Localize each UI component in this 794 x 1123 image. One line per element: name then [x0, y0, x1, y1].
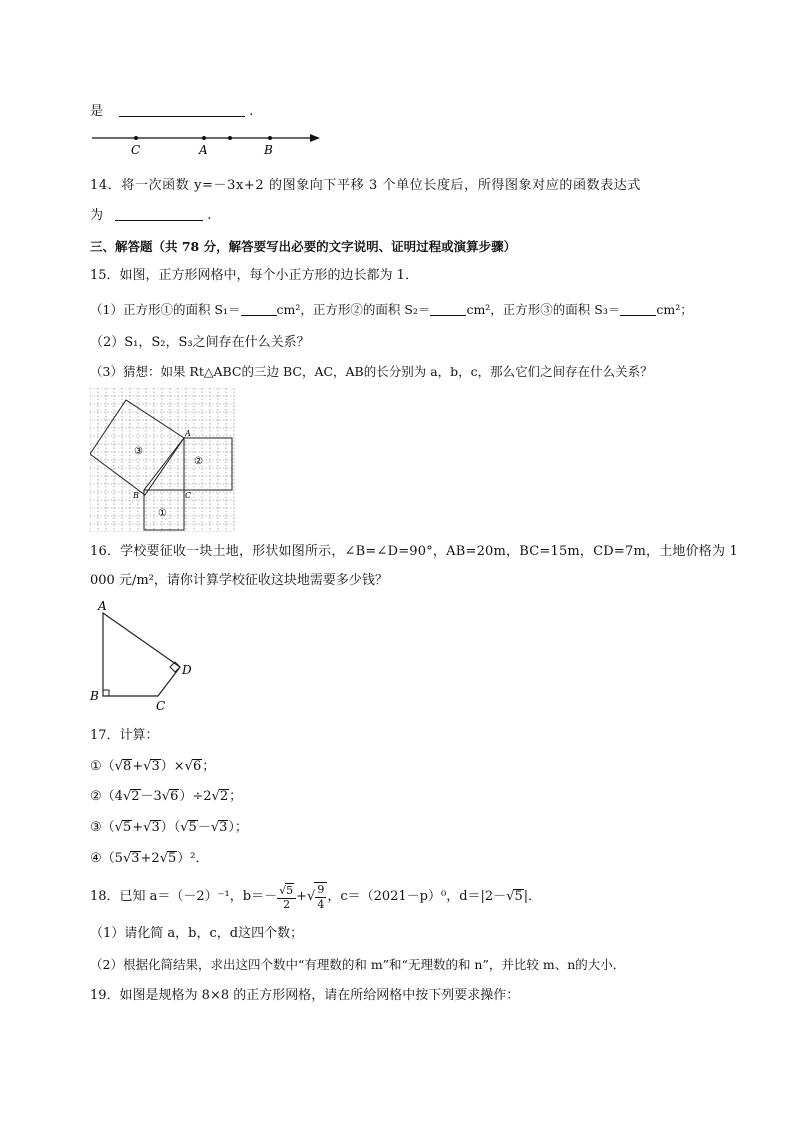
label-square-2: ②: [194, 456, 203, 467]
expr-end: ）；: [228, 820, 248, 835]
expr-part: ）×: [160, 759, 185, 774]
expr-part: （5: [101, 851, 123, 866]
q16-line2: 000 元/m²，请你计算学校征收这块地需要多少钱？: [90, 573, 388, 588]
expr-end: ；: [202, 759, 216, 774]
q13-prefix: 是: [90, 104, 104, 119]
label-c: C: [131, 143, 141, 157]
numerator: 9: [317, 882, 325, 896]
expr-part: +2: [140, 851, 160, 866]
right-angle-b: [103, 690, 109, 696]
q17-item-2: ②（4√2－3√6）÷2√2；: [90, 789, 243, 804]
item-number: ③: [90, 820, 102, 835]
section-3-title: 三、解答题（共 78 分，解答要写出必要的文字说明、证明过程或演算步骤）: [90, 239, 517, 254]
radicand: 5: [514, 889, 523, 904]
label-b: B: [90, 689, 99, 703]
item-number: ①: [90, 759, 102, 774]
fraction-sqrt5-over-2: $\frac{√5}{2}$: [277, 883, 296, 911]
q15-p1-a: （1）正方形①的面积 S₁＝: [90, 302, 241, 317]
q15-stem: 15．如图，正方形网格中，每个小正方形的边长都为 1．: [90, 268, 418, 283]
q17-stem: 17．计算：: [90, 728, 159, 743]
q18-part2: （2）根据化简结果，求出这四个数中“有理数的和 m”和“无理数的和 n”，并比较 m、n的大小．: [90, 957, 626, 972]
q13-end: .: [249, 104, 254, 119]
q14-end: .: [207, 208, 212, 223]
q19-stem: 19．如图是规格为 8×8 的正方形网格，请在所给网格中按下列要求操作：: [90, 988, 520, 1003]
q17-item-1: ①（√8+√3）×√6；: [90, 759, 216, 774]
radicand: 5: [167, 851, 177, 866]
s3-blank[interactable]: [620, 301, 656, 316]
q15-p1-c: cm²，正方形③的面积 S₃＝: [466, 302, 621, 317]
expr-part: +: [132, 820, 144, 835]
sqrt-nine-fourths: [314, 882, 327, 912]
q13-answer-line: [90, 102, 253, 122]
expr-part: －3: [140, 789, 162, 804]
label-b: B: [264, 143, 273, 157]
radicand: 5: [188, 820, 197, 835]
expr-part: ）（: [160, 820, 181, 835]
denominator: 2: [283, 897, 291, 911]
label-vertex-c: C: [185, 491, 192, 500]
label-vertex-a: A: [185, 429, 191, 438]
label-c: C: [156, 699, 166, 713]
radicand: 6: [170, 789, 179, 804]
label-vertex-b: B: [133, 491, 139, 500]
point-a: [202, 136, 206, 140]
q15-p1-d: cm²；: [656, 302, 693, 317]
triangle-abc: [144, 438, 184, 490]
q17-item-3: ③（√5+√3）（√5－√3）；: [90, 820, 248, 835]
q14-prefix: 为: [90, 208, 104, 223]
q16-line1: 16．学校要征收一块土地，形状如图所示，∠B=∠D=90°，AB=20m，BC=15m，CD=7m，土地价格为 1: [90, 544, 739, 559]
expr-part: +: [132, 759, 144, 774]
expr-end: ）²．: [177, 851, 209, 866]
q14-line1: 14．将一次函数 y=－3x+2 的图象向下平移 3 个单位长度后，所得图象对应的函数表达式: [90, 178, 641, 193]
q18-prefix: 18．已知 a＝（－2）⁻¹，b＝－: [90, 889, 278, 904]
quadrilateral-abcd: [103, 613, 180, 696]
radicand: 3: [131, 851, 140, 866]
q16-quadrilateral-figure: [88, 596, 198, 714]
q17-item-4: ④（5√3+2√5）²．: [90, 851, 209, 866]
expr-part: （4: [101, 789, 123, 804]
q14-line2: [90, 206, 211, 226]
point-b: [268, 136, 272, 140]
radicand: 5: [286, 883, 294, 897]
point-c: [134, 136, 138, 140]
item-number: ④: [90, 851, 102, 866]
expr-end: ；: [229, 789, 243, 804]
s2-blank[interactable]: [430, 301, 466, 316]
label-d: D: [182, 663, 192, 677]
q13-answer-blank[interactable]: [119, 102, 245, 117]
square-2: [184, 438, 232, 490]
q18-c-part: ，c＝（2021－p）⁰，d＝|2－: [327, 889, 507, 904]
item-number: ②: [90, 789, 102, 804]
radicand: 2: [219, 789, 229, 804]
radicand: 3: [151, 759, 160, 774]
plus-sign: +: [296, 889, 308, 904]
denominator: 4: [317, 897, 325, 911]
radicand: 3: [151, 820, 160, 835]
label-square-1: ①: [158, 508, 167, 519]
label-a: A: [199, 143, 208, 157]
q15-p1-b: cm²，正方形②的面积 S₂＝: [276, 302, 431, 317]
number-line-arrow: [310, 134, 320, 142]
radicand: 3: [219, 820, 228, 835]
point-origin: [228, 136, 232, 140]
label-a: A: [98, 599, 107, 613]
q15-part3: （3）猜想：如果 Rt△ABC的三边 BC，AC，AB的长分别为 a，b，c，那么它们之间存在什么关系？: [90, 364, 653, 379]
radicand: 2: [131, 789, 140, 804]
expr-part: －: [197, 820, 211, 835]
label-square-3: ③: [134, 446, 143, 457]
expr-part: ）÷2: [179, 789, 212, 804]
expr-part: （: [101, 820, 115, 835]
radicand: 8: [122, 759, 132, 774]
q18-stem: 18．已知 a＝（－2）⁻¹，b＝－ $\frac{√5}{2}$ +√ $\frac{9}{4}$ ，c＝（2021－p）⁰，d＝|2－√5|．: [90, 882, 542, 911]
q18-end: |．: [523, 889, 542, 904]
q15-part2: （2）S₁，S₂，S₃之间存在什么关系？: [90, 335, 310, 350]
radicand: 5: [122, 820, 132, 835]
q15-square-grid-figure: [90, 388, 236, 532]
s1-blank[interactable]: [241, 301, 277, 316]
q18-part1: （1）请化简 a，b，c，d这四个数；: [90, 926, 304, 941]
number-line-figure: [88, 128, 328, 158]
q15-part1: [90, 300, 693, 320]
q14-answer-blank[interactable]: [115, 206, 203, 221]
radicand: 6: [192, 759, 202, 774]
expr-part: （: [101, 759, 115, 774]
